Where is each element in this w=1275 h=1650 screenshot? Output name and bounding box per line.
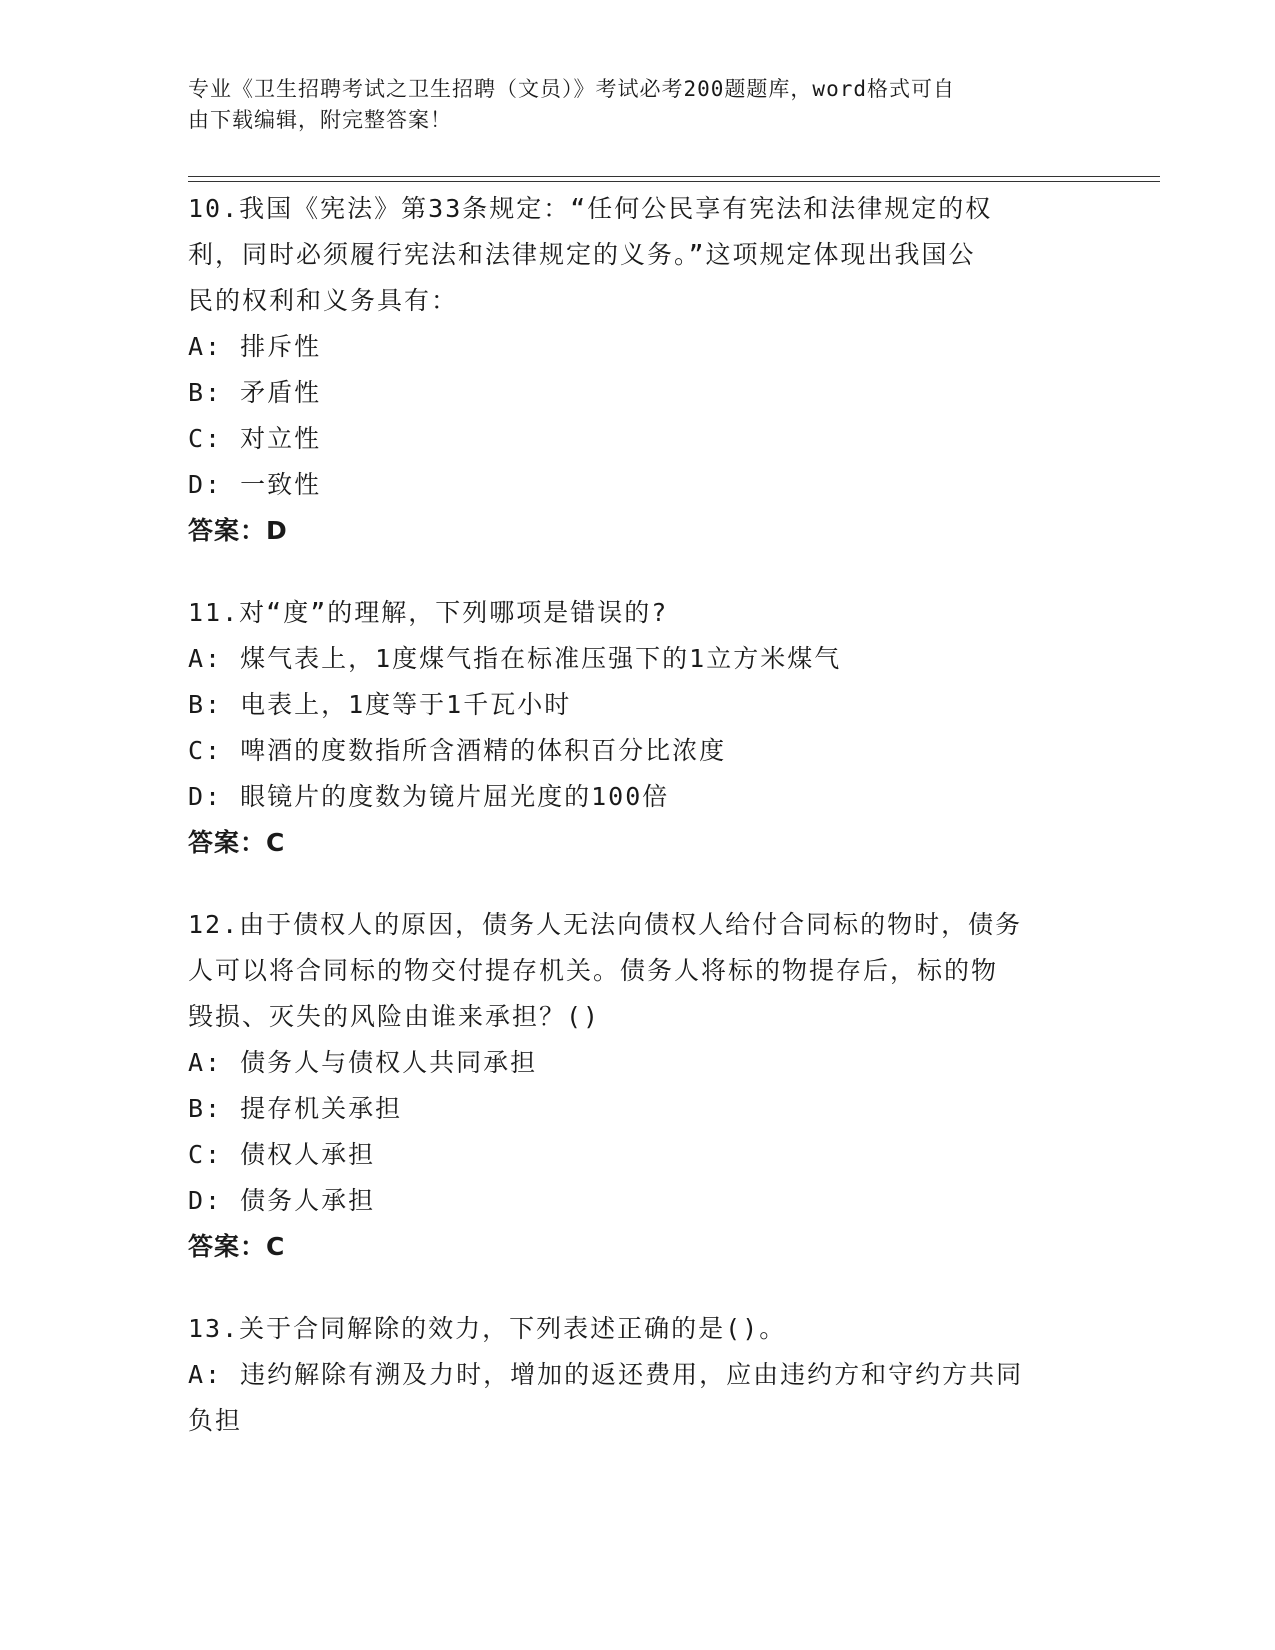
option-key: D:	[188, 470, 223, 499]
option-a	[188, 1352, 1088, 1398]
option-c	[188, 728, 1088, 774]
option-key: B:	[188, 690, 223, 719]
answer-line: 答案：C	[188, 828, 286, 857]
option-key: A:	[188, 1048, 223, 1077]
question-stem	[188, 590, 1088, 636]
header-divider-bottom	[188, 181, 1160, 182]
option-text: 煤气表上，1度煤气指在标准压强下的1立方米煤气	[240, 644, 842, 673]
option-c	[188, 1132, 1088, 1178]
option-b	[188, 370, 1088, 416]
option-text: 排斥性	[240, 332, 322, 361]
option-a-continuation: 负担	[188, 1406, 243, 1435]
option-text: 债务人承担	[240, 1186, 376, 1215]
question-stem	[188, 1306, 1088, 1352]
option-key: A:	[188, 332, 223, 361]
option-key: C:	[188, 424, 223, 453]
option-key: B:	[188, 378, 223, 407]
question-10	[188, 186, 1088, 554]
stem-line: 民的权利和义务具有：	[188, 286, 459, 315]
option-c	[188, 416, 1088, 462]
option-key: A:	[188, 1360, 223, 1389]
stem-line: 人可以将合同标的物交付提存机关。债务人将标的物提存后，标的物	[188, 956, 999, 985]
option-text: 对立性	[240, 424, 322, 453]
answer-line: 答案：C	[188, 1232, 286, 1261]
option-a	[188, 636, 1088, 682]
option-key: A:	[188, 644, 223, 673]
stem-line: 11.对“度”的理解，下列哪项是错误的?	[188, 598, 669, 627]
question-stem	[188, 902, 1088, 1040]
answer-line: 答案：D	[188, 516, 288, 545]
stem-line: 13.关于合同解除的效力，下列表述正确的是()。	[188, 1314, 787, 1343]
option-key: D:	[188, 782, 223, 811]
option-key: C:	[188, 1140, 223, 1169]
option-text: 啤酒的度数指所含酒精的体积百分比浓度	[240, 736, 727, 765]
option-text: 眼镜片的度数为镜片屈光度的100倍	[240, 782, 670, 811]
document-header	[188, 74, 1088, 136]
option-d	[188, 1178, 1088, 1224]
option-text: 债务人与债权人共同承担	[240, 1048, 538, 1077]
question-11	[188, 590, 1088, 866]
option-key: B:	[188, 1094, 223, 1123]
option-d	[188, 774, 1088, 820]
option-text: 一致性	[240, 470, 322, 499]
option-a	[188, 1040, 1088, 1086]
stem-line: 10.我国《宪法》第33条规定：“任何公民享有宪法和法律规定的权	[188, 194, 993, 223]
option-text: 债权人承担	[240, 1140, 376, 1169]
question-12	[188, 902, 1088, 1270]
option-a	[188, 324, 1088, 370]
option-b	[188, 1086, 1088, 1132]
option-text: 电表上，1度等于1千瓦小时	[240, 690, 572, 719]
option-key: D:	[188, 1186, 223, 1215]
option-b	[188, 682, 1088, 728]
header-line-1: 专业《卫生招聘考试之卫生招聘（文员）》考试必考200题题库，word格式可自	[188, 77, 955, 101]
question-list	[188, 186, 1088, 1480]
stem-line: 利，同时必须履行宪法和法律规定的义务。”这项规定体现出我国公	[188, 240, 976, 269]
option-text: 违约解除有溯及力时，增加的返还费用，应由违约方和守约方共同	[240, 1360, 1024, 1389]
stem-line: 12.由于债权人的原因，债务人无法向债权人给付合同标的物时，债务	[188, 910, 1023, 939]
header-line-2: 由下载编辑，附完整答案！	[188, 108, 452, 132]
option-text: 提存机关承担	[240, 1094, 403, 1123]
option-text: 矛盾性	[240, 378, 322, 407]
header-divider-top	[188, 176, 1160, 177]
option-key: C:	[188, 736, 223, 765]
question-13	[188, 1306, 1088, 1444]
stem-line: 毁损、灭失的风险由谁来承担？()	[188, 1002, 601, 1031]
question-stem	[188, 186, 1088, 324]
option-d	[188, 462, 1088, 508]
